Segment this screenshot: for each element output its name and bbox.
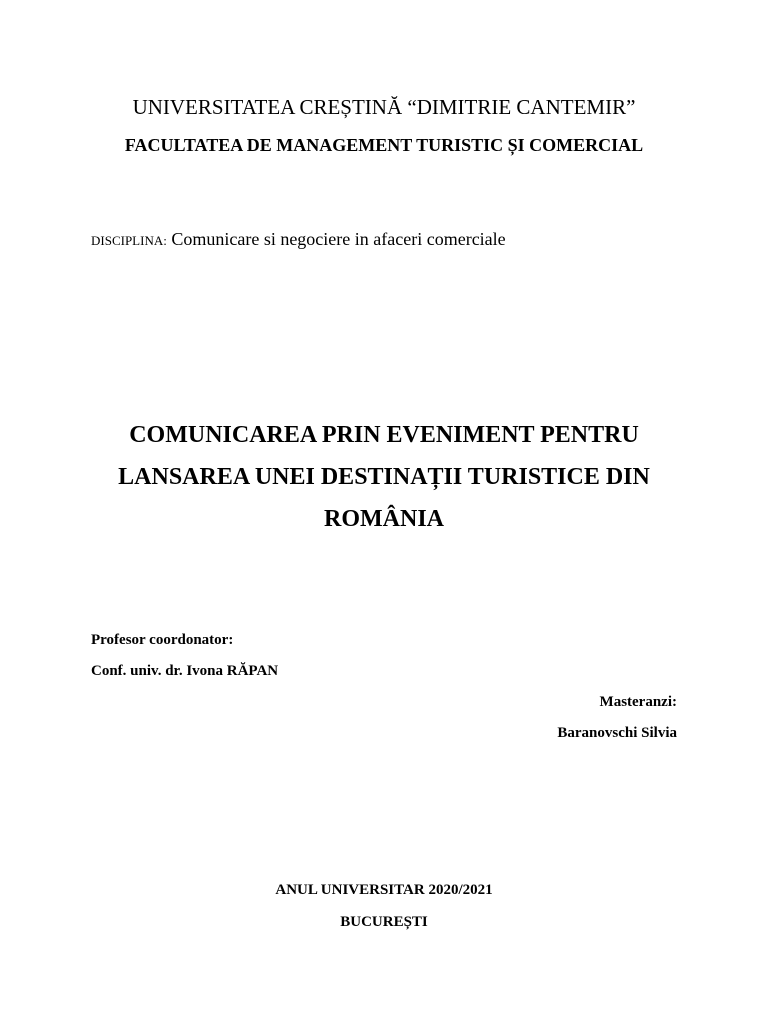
discipline-value: Comunicare si negociere in afaceri comerciale bbox=[171, 229, 506, 249]
students-label: Masteranzi: bbox=[599, 694, 677, 710]
academic-year: ANUL UNIVERSITAR 2020/2021 bbox=[275, 882, 493, 898]
city-name: BUCUREȘTI bbox=[340, 914, 428, 930]
discipline-label: DISCIPLINA: bbox=[91, 233, 167, 248]
coordinator-label: Profesor coordonator: bbox=[91, 632, 234, 648]
title-line-3: ROMÂNIA bbox=[324, 506, 444, 532]
university-name: UNIVERSITATEA CREȘTINĂ “DIMITRIE CANTEMIR” bbox=[132, 95, 636, 119]
student-name: Baranovschi Silvia bbox=[557, 725, 677, 741]
document-title bbox=[0, 414, 768, 540]
title-line-2: LANSAREA UNEI DESTINAȚII TURISTICE DIN bbox=[118, 464, 650, 490]
discipline-line bbox=[91, 228, 506, 252]
coordinator-name: Conf. univ. dr. Ivona RĂPAN bbox=[91, 663, 279, 679]
title-line-1: COMUNICAREA PRIN EVENIMENT PENTRU bbox=[129, 422, 639, 448]
faculty-name: FACULTATEA DE MANAGEMENT TURISTIC ȘI COMERCIAL bbox=[124, 135, 644, 155]
